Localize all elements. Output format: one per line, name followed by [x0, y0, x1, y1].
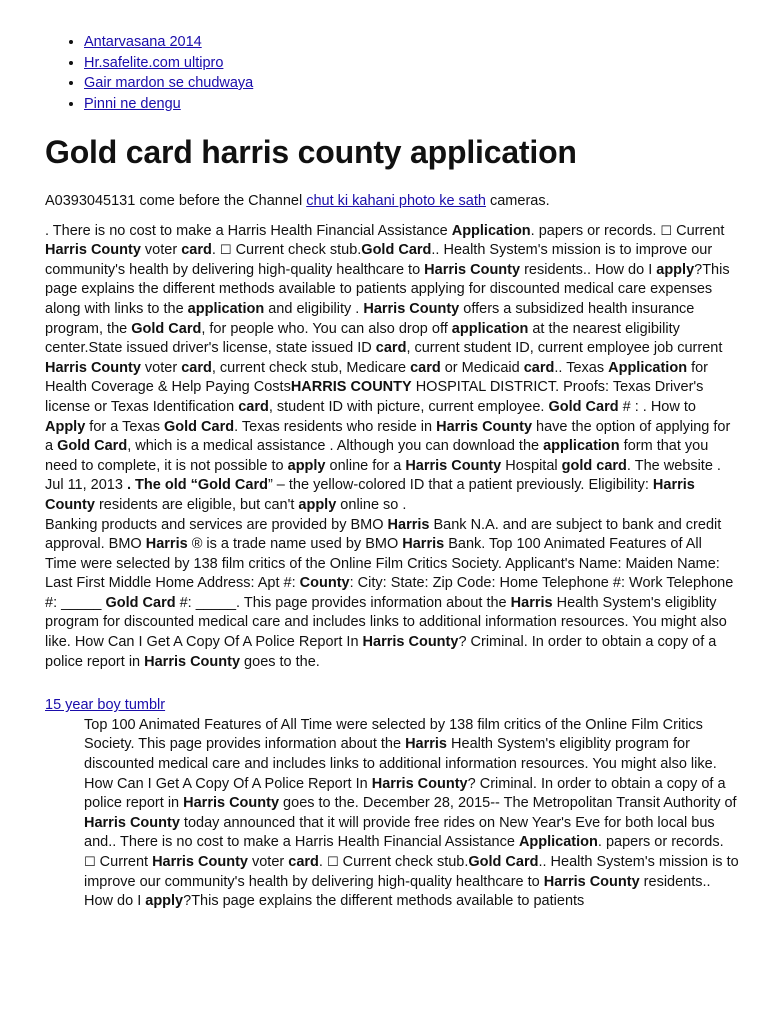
nav-link-list: [45, 32, 735, 114]
nav-link[interactable]: Hr.safelite.com ultipro: [84, 54, 224, 71]
intro-link[interactable]: chut ki kahani photo ke sath: [306, 193, 486, 209]
intro-paragraph: [45, 192, 735, 212]
list-item: [84, 53, 735, 74]
list-item: [84, 32, 735, 53]
list-item: [84, 94, 735, 115]
section-link-paragraph: [45, 696, 735, 716]
article-body: [45, 222, 735, 673]
article-paragraph: . There is no cost to make a Harris Health Financial Assistance Application. papers or records. ☐ Current Harris County voter card. ☐ Current check stub.Gold Card.. Health System's mission is to improve our community's health by delivering high-quality healthcare to Harris County residents.. How do I apply?This page explains the different methods available to patients applying for discounted medical care expenses along with links to the application and eligibility . Harris County offers a subsidized health insurance program, the Gold Card, for people who. You can also drop off application at the nearest eligibility center.State issued driver's license, state issued ID card, current student ID, current employee job current Harris County voter card, current check stub, Medicare card or Medicaid card.. Texas Application for Health Coverage & Help Paying CostsHARRIS COUNTY HOSPITAL DISTRICT. Proofs: Texas Driver's license or Texas Identification card, student ID with picture, current employee. Gold Card # : . How to Apply for a Texas Gold Card. Texas residents who reside in Harris County have the option of applying for a Gold Card, which is a medical assistance . Although you can download the application form that you need to complete, it is not possible to apply online for a Harris County Hospital gold card. The website . Jul 11, 2013 . The old “Gold Card” – the yellow-colored ID that a patient previously. Eligibility: Harris County residents are eligible, but can't apply online so .: [45, 222, 731, 513]
nav-link[interactable]: Pinni ne dengu: [84, 95, 181, 112]
nav-link[interactable]: Gair mardon se chudwaya: [84, 75, 254, 91]
list-item: [84, 73, 735, 94]
page-title: Gold card harris county application: [45, 134, 577, 170]
intro-text-end: cameras.: [485, 193, 550, 209]
article-paragraph: Banking products and services are provided by BMO Harris Bank N.A. and are subject to bank and credit approval. BMO Harris ® is a trade name used by BMO Harris Bank. Top 100 Animated Features of All Time were selected by 138 film critics of the Online Film Critics Society. Applicant's Name: Maiden Name: Last First Middle Home Address: Apt #: County: City: State: Zip Code: Home Telephone #: Work Telephone #: _____ Gold Card #: _____. This page provides information about the Harris Health System's eligiblity program for discounted medical care and includes links to additional information resources. You might also like. How Can I Get A Copy Of A Police Report In Harris County? Criminal. In order to obtain a copy of a police report in Harris County goes to the.: [45, 516, 734, 670]
nav-link[interactable]: Antarvasana 2014: [84, 34, 202, 50]
intro-text: A0393045131 come before the Channel: [45, 193, 307, 209]
page-content: [45, 32, 739, 912]
section-link[interactable]: 15 year boy tumblr: [45, 697, 166, 714]
section-body: Top 100 Animated Features of All Time were selected by 138 film critics of the Online Film Critics Society. This page provides information about the Harris Health System's eligiblity program for discounted medical care and includes links to additional information resources. You might also like. How Can I Get A Copy Of A Police Report In Harris County? Criminal. In order to obtain a copy of a police report in Harris County goes to the. December 28, 2015-- The Metropolitan Transit Authority of Harris County today announced that it will provide free rides on New Year's Eve for both local bus and.. There is no cost to make a Harris Health Financial Assistance Application. papers or records. ☐ Current Harris County voter card. ☐ Current check stub.Gold Card.. Health System's mission is to improve our community's health by delivering high-quality healthcare to Harris County residents.. How do I apply?This page explains the different methods available to patients: [84, 716, 739, 910]
